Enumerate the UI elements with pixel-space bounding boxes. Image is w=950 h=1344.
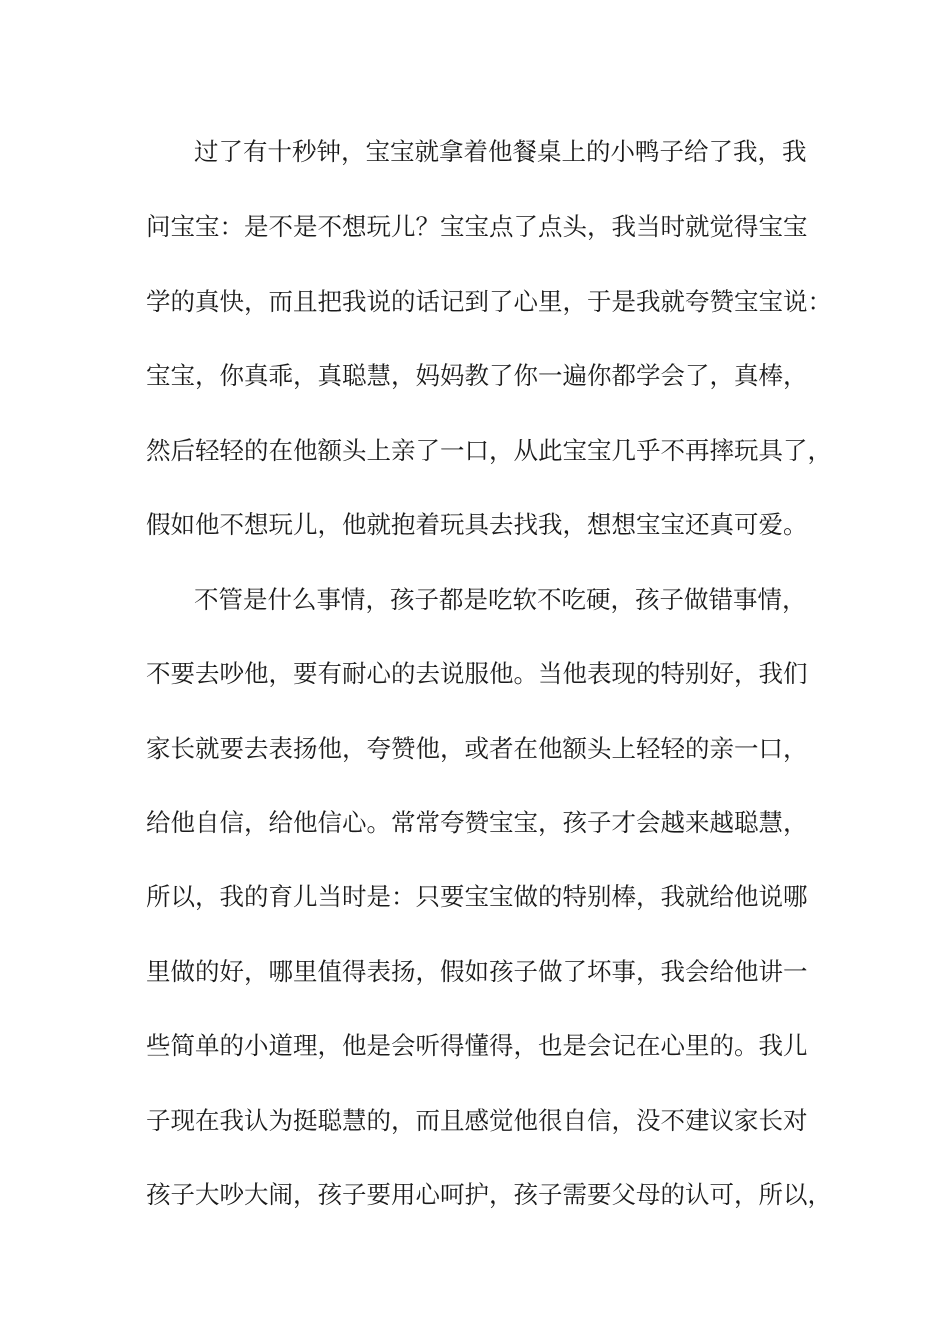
paragraph-1-line-3: 学的真快，而且把我说的话记到了心里，于是我就夸赞宝宝说： [146,287,832,316]
paragraph-2-line-4: 给他自信，给他信心。常常夸赞宝宝，孩子才会越来越聪慧， [146,808,808,837]
paragraph-1-line-5: 然后轻轻的在他额头上亲了一口，从此宝宝几乎不再摔玩具了， [146,436,832,465]
paragraph-2-line-1: 不管是什么事情，孩子都是吃软不吃硬，孩子做错事情， [194,585,807,614]
paragraph-1-line-4: 宝宝，你真乖，真聪慧，妈妈教了你一遍你都学会了，真棒， [146,361,808,390]
paragraph-2-line-6: 里做的好，哪里值得表扬，假如孩子做了坏事，我会给他讲一 [146,957,808,986]
paragraph-1-line-6: 假如他不想玩儿，他就抱着玩具去找我，想想宝宝还真可爱。 [146,510,808,539]
paragraph-2-line-2: 不要去吵他，要有耐心的去说服他。当他表现的特别好，我们 [146,659,808,688]
paragraph-2-line-5: 所以，我的育儿当时是：只要宝宝做的特别棒，我就给他说哪 [146,882,808,911]
paragraph-1-line-1: 过了有十秒钟，宝宝就拿着他餐桌上的小鸭子给了我，我 [194,137,807,166]
paragraph-2-line-8: 子现在我认为挺聪慧的，而且感觉他很自信，没不建议家长对 [146,1106,808,1135]
paragraph-2-line-9: 孩子大吵大闹，孩子要用心呵护，孩子需要父母的认可，所以， [146,1180,832,1209]
paragraph-2-line-7: 些简单的小道理，他是会听得懂得，也是会记在心里的。我儿 [146,1031,808,1060]
paragraph-2-line-3: 家长就要去表扬他，夸赞他，或者在他额头上轻轻的亲一口， [146,734,808,763]
paragraph-1-line-2: 问宝宝：是不是不想玩儿？宝宝点了点头，我当时就觉得宝宝 [146,212,808,241]
